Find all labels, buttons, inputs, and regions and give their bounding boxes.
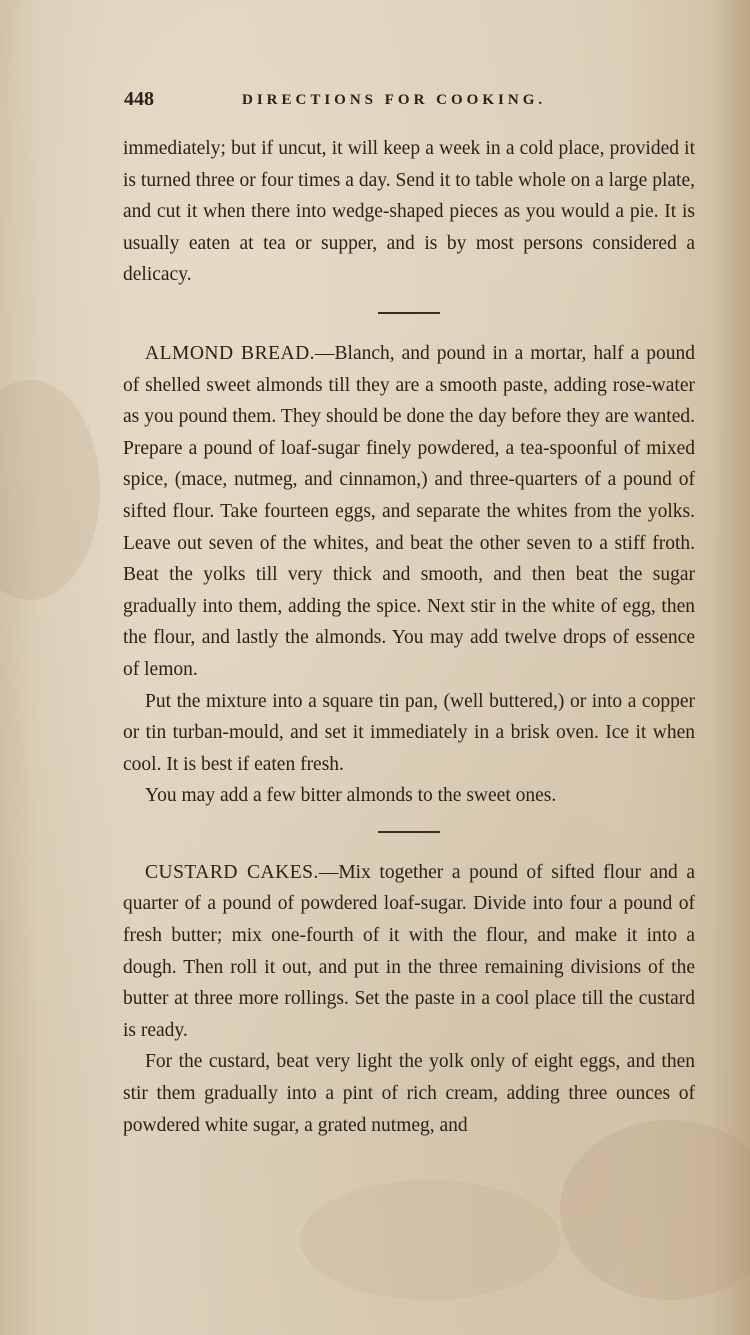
page-header bbox=[124, 88, 584, 116]
recipe-custard-cakes-paragraph bbox=[123, 857, 695, 1047]
recipe-paragraph: Put the mixture into a square tin pan, (well buttered,) or into a copper or tin turban-mould, and set it immediately in a brisk oven. Ice it when cool. It is best if eaten fresh. bbox=[123, 690, 695, 775]
page-number: 448 bbox=[124, 88, 154, 110]
section-divider bbox=[378, 312, 440, 314]
page-stain bbox=[560, 1120, 750, 1300]
page-stain bbox=[300, 1180, 560, 1300]
page-body bbox=[123, 133, 695, 1141]
recipe-heading-almond-bread: ALMOND BREAD. bbox=[145, 342, 316, 364]
page-stain bbox=[0, 380, 100, 600]
continued-paragraph: immediately; but if uncut, it will keep a week in a cold place, provided it is turned three or four times a day. Send it to table whole on a large plate, and cut it when there into wedge-shaped pieces as you would a pie. It is usually eaten at tea or supper, and is by most persons considered a delicacy. bbox=[123, 138, 695, 286]
recipe-text: —Mix together a pound of sifted flour and a quarter of a pound of powdered loaf-sugar. Divide into four a pound of fresh butter; mix one-fourth of it with the flour, and make it into a dough. Then roll it out, and put in the three remaining divisions of the butter at three more rollings. Set the paste in a cool place till the custard is ready. bbox=[123, 861, 695, 1041]
recipe-almond-bread-paragraph bbox=[123, 338, 695, 686]
recipe-heading-custard-cakes: CUSTARD CAKES. bbox=[145, 861, 319, 883]
recipe-text: —Blanch, and pound in a mortar, half a pound of shelled sweet almonds till they are a smooth paste, adding rose-water as you pound them. They should be done the day before they are wanted. Prepare a pound of loaf-sugar finely powdered, a tea-spoonful of mixed spice, (mace, nutmeg, and cinnamon,) and three-quarters of a pound of sifted flour. Take fourteen eggs, and separate the whites from the yolks. Leave out seven of the whites, and beat the other seven to a stiff froth. Beat the yolks till very thick and smooth, and then beat the sugar gradually into them, adding the spice. Next stir in the white of egg, then the flour, and lastly the almonds. You may add twelve drops of essence of lemon. bbox=[123, 342, 695, 680]
section-divider bbox=[378, 831, 440, 833]
recipe-paragraph: You may add a few bitter almonds to the sweet ones. bbox=[145, 785, 557, 807]
running-title: DIRECTIONS FOR COOKING. bbox=[242, 92, 547, 108]
recipe-paragraph: For the custard, beat very light the yolk only of eight eggs, and then stir them gradually into a pint of rich cream, adding three ounces of powdered white sugar, a grated nutmeg, and bbox=[123, 1051, 695, 1136]
